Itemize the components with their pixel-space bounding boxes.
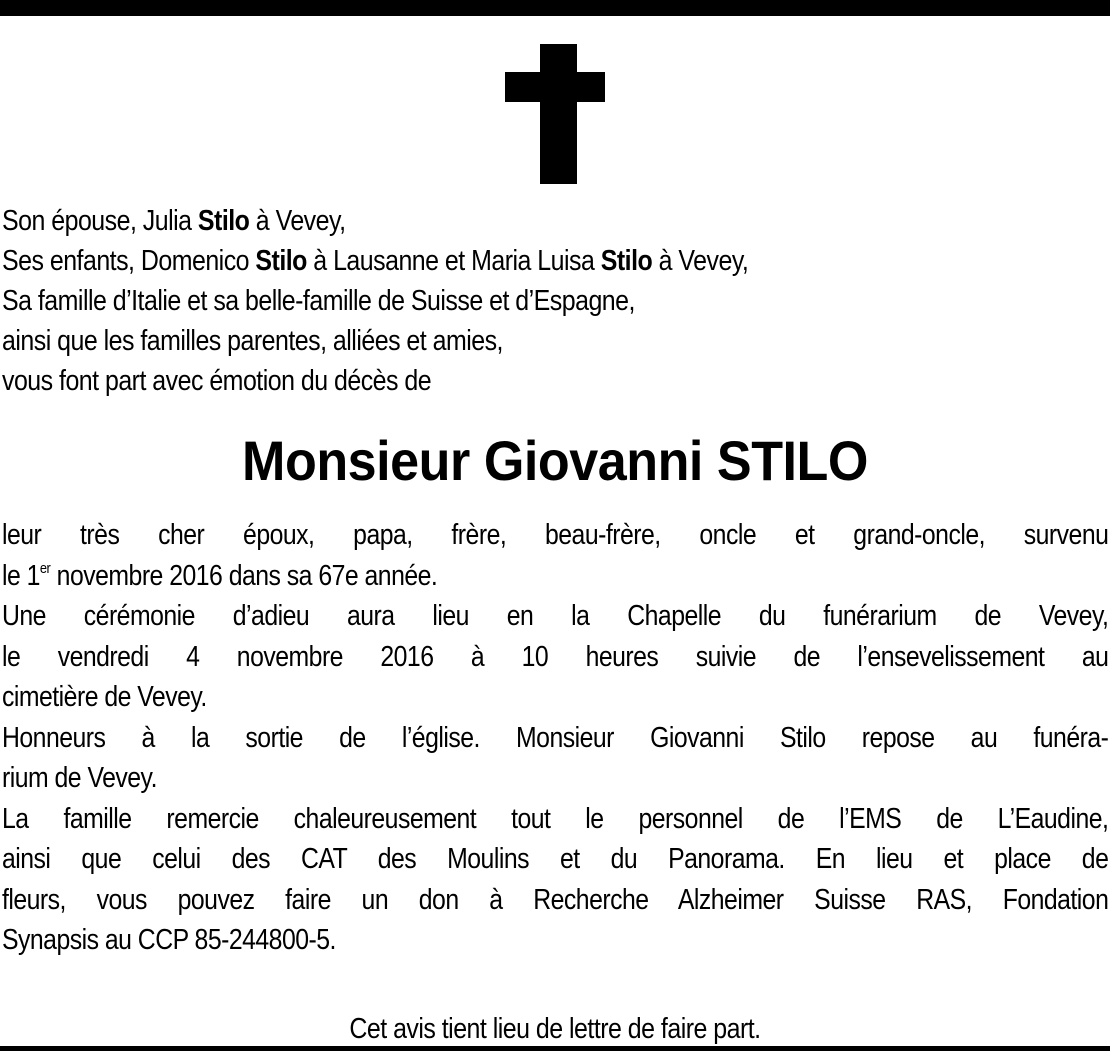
body-line: rium de Vevey.: [2, 762, 157, 794]
body-line: La famille remercie chaleureusement tout le personnel de l’EMS de L’Eaudine,: [2, 802, 1109, 835]
obituary-body: [2, 515, 1108, 961]
body-line: leur très cher époux, papa, frère, beau-frère, oncle et grand-oncle, survenu: [2, 519, 1109, 551]
body-line: Une cérémonie d’adieu aura lieu en la Chapelle du funérarium de Vevey,: [2, 600, 1109, 632]
body-line: Honneurs à la sortie de l’église. Monsieur Giovanni Stilo repose au funéra-: [2, 721, 1109, 754]
intro-line-relatives: ainsi que les familles parentes, alliées et amies,: [2, 325, 503, 357]
closing-note: Cet avis tient lieu de lettre de faire part.: [349, 1013, 761, 1045]
body-line: fleurs, vous pouvez faire un don à Recherche Alzheimer Suisse RAS, Fondation: [2, 883, 1109, 916]
bottom-border: [0, 1046, 1110, 1051]
intro-line-notice: vous font part avec émotion du décès de: [2, 365, 432, 397]
deceased-name: Monsieur Giovanni STILO: [242, 429, 868, 492]
body-line: cimetière de Vevey.: [2, 681, 207, 713]
family-announcement: [2, 201, 948, 401]
intro-line-spouse: Son épouse, Julia Stilo à Vevey,: [2, 205, 346, 237]
cross-icon: [505, 44, 605, 184]
top-border: [0, 0, 1110, 16]
intro-line-family: Sa famille d’Italie et sa belle-famille de Suisse et d’Espagne,: [2, 285, 635, 317]
intro-line-children: Ses enfants, Domenico Stilo à Lausanne et Maria Luisa Stilo à Vevey,: [2, 245, 749, 277]
body-line: ainsi que celui des CAT des Moulins et du Panorama. En lieu et place de: [2, 843, 1109, 875]
body-line: le vendredi 4 novembre 2016 à 10 heures suivie de l’ensevelissement au: [2, 640, 1109, 673]
body-line: Synapsis au CCP 85-244800-5.: [2, 924, 336, 956]
body-line: le 1er novembre 2016 dans sa 67e année.: [2, 559, 438, 592]
